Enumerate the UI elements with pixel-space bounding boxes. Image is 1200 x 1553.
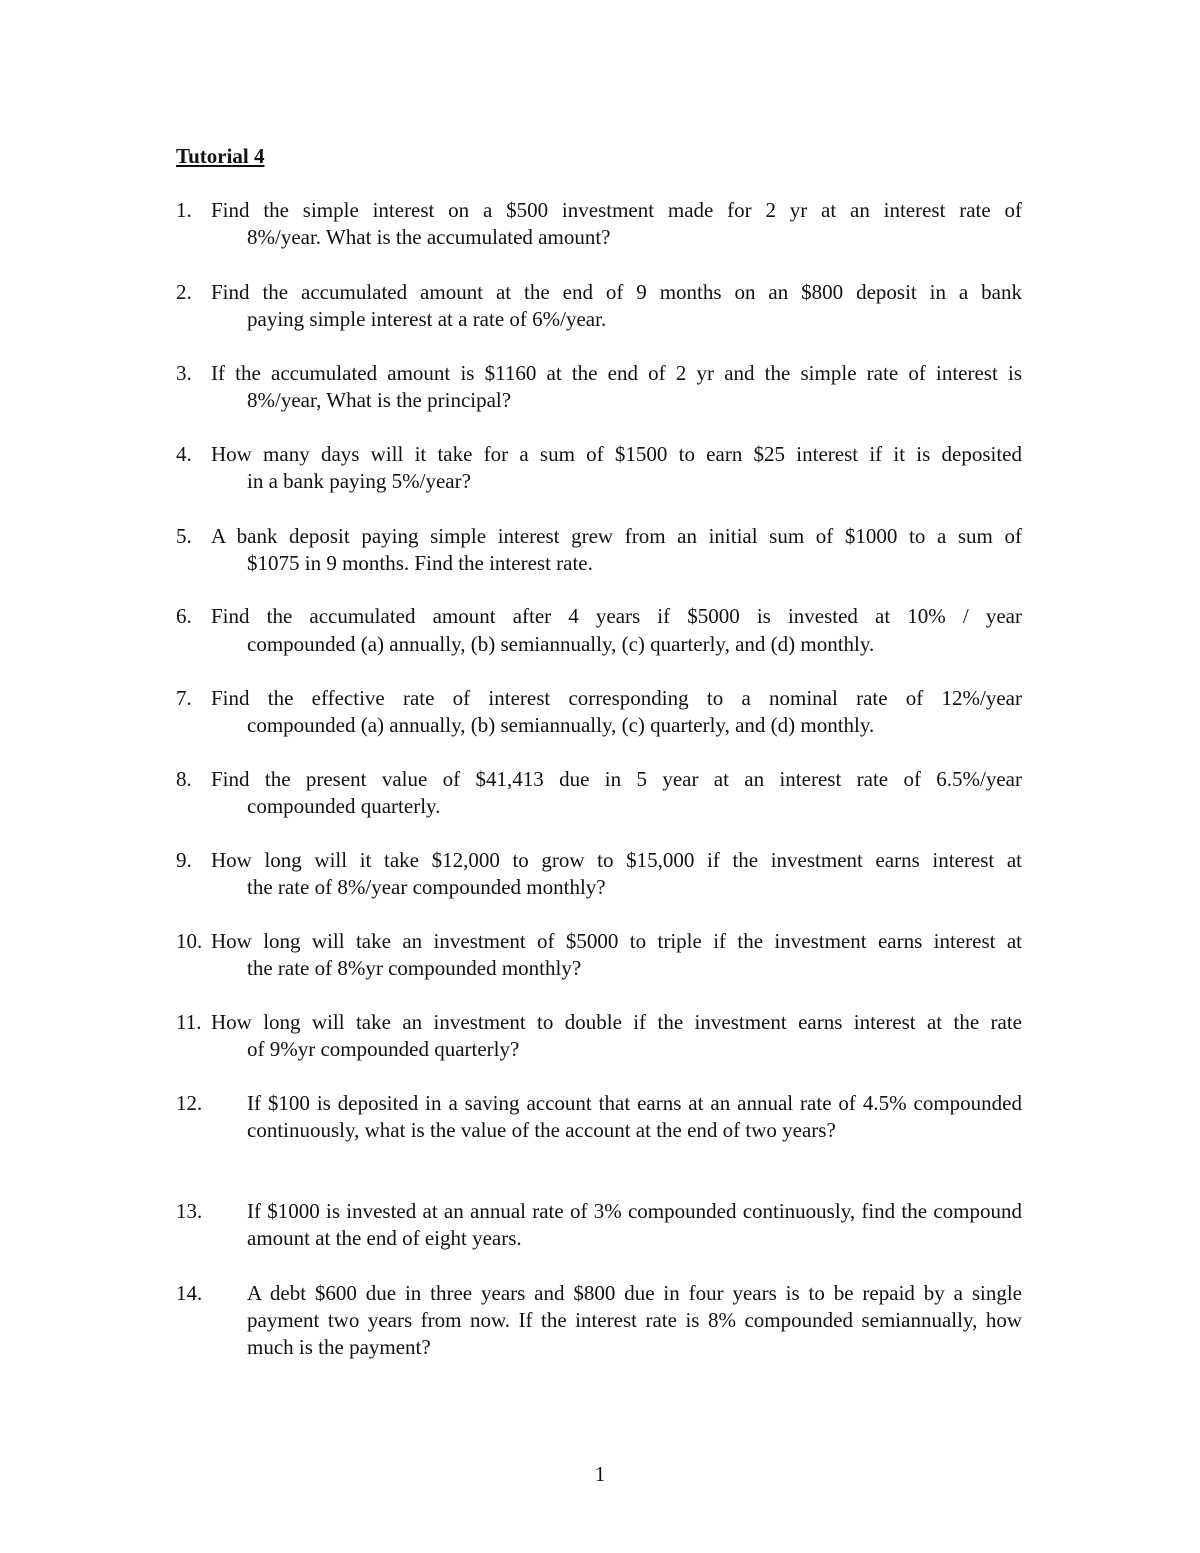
question-number: 1. [176, 198, 192, 222]
question-text-continued: in a bank paying 5%/year? [247, 469, 471, 493]
question-text-continued: 8%/year, What is the principal? [247, 388, 512, 412]
question-text-line-1: Find the effective rate of interest corresponding to a nominal rate of 12%/year [211, 686, 1022, 710]
question-text-line-1: How long will take an investment of $5000 to triple if the investment earns interest at [211, 929, 1022, 953]
page-number: 1 [594, 1462, 606, 1486]
question-number: 5. [176, 524, 192, 548]
question-text-continued: paying simple interest at a rate of 6%/year. [247, 307, 607, 331]
question-text-continued: the rate of 8%yr compounded monthly? [247, 956, 582, 980]
question-text: If $1000 is invested at an annual rate of 3% compounded continuously, find the compound amount at the end of eight years. [247, 1199, 1022, 1250]
question-text-line-1: How long will it take $12,000 to grow to $15,000 if the investment earns interest at [211, 848, 1022, 872]
question-text-line-1: Find the simple interest on a $500 investment made for 2 yr at an interest rate of [211, 198, 1022, 222]
question-text: If $100 is deposited in a saving account that earns at an annual rate of 4.5% compounded continuously, what is the value of the account at the end of two years? [247, 1091, 1022, 1142]
question-number: 3. [176, 361, 192, 385]
document-title: Tutorial 4 [176, 144, 265, 168]
question-number: 10. [176, 929, 203, 953]
question-number: 7. [176, 686, 192, 710]
question-number: 12. [176, 1091, 203, 1115]
question-text-continued: 8%/year. What is the accumulated amount? [247, 225, 611, 249]
question-number: 11. [176, 1010, 202, 1034]
question-text-line-1: A bank deposit paying simple interest grew from an initial sum of $1000 to a sum of [211, 524, 1022, 548]
question-text: A debt $600 due in three years and $800 due in four years is to be repaid by a single payment two years from now. If the interest rate is 8% compounded semiannually, how much is the payment? [247, 1281, 1022, 1359]
question-text-continued: of 9%yr compounded quarterly? [247, 1037, 520, 1061]
question-text-line-1: If the accumulated amount is $1160 at the end of 2 yr and the simple rate of interest is [211, 361, 1022, 385]
question-number: 14. [176, 1281, 203, 1305]
question-text-line-1: Find the accumulated amount at the end of 9 months on an $800 deposit in a bank [211, 280, 1022, 304]
question-text-line-1: How long will take an investment to double if the investment earns interest at the rate [211, 1010, 1022, 1034]
question-number: 6. [176, 604, 192, 628]
question-text-line-1: Find the present value of $41,413 due in 5 year at an interest rate of 6.5%/year [211, 767, 1022, 791]
question-text-continued: the rate of 8%/year compounded monthly? [247, 875, 606, 899]
question-number: 9. [176, 848, 192, 872]
question-number: 2. [176, 280, 192, 304]
question-text-continued: compounded quarterly. [247, 794, 441, 818]
question-text-continued: $1075 in 9 months. Find the interest rate. [247, 551, 593, 575]
question-number: 8. [176, 767, 192, 791]
question-number: 4. [176, 442, 192, 466]
question-text-line-1: How many days will it take for a sum of $1500 to earn $25 interest if it is deposited [211, 442, 1022, 466]
question-number: 13. [176, 1199, 203, 1223]
question-text-continued: compounded (a) annually, (b) semiannually, (c) quarterly, and (d) monthly. [247, 713, 875, 737]
question-text-line-1: Find the accumulated amount after 4 years if $5000 is invested at 10% / year [211, 604, 1022, 628]
question-text-continued: compounded (a) annually, (b) semiannually, (c) quarterly, and (d) monthly. [247, 632, 875, 656]
